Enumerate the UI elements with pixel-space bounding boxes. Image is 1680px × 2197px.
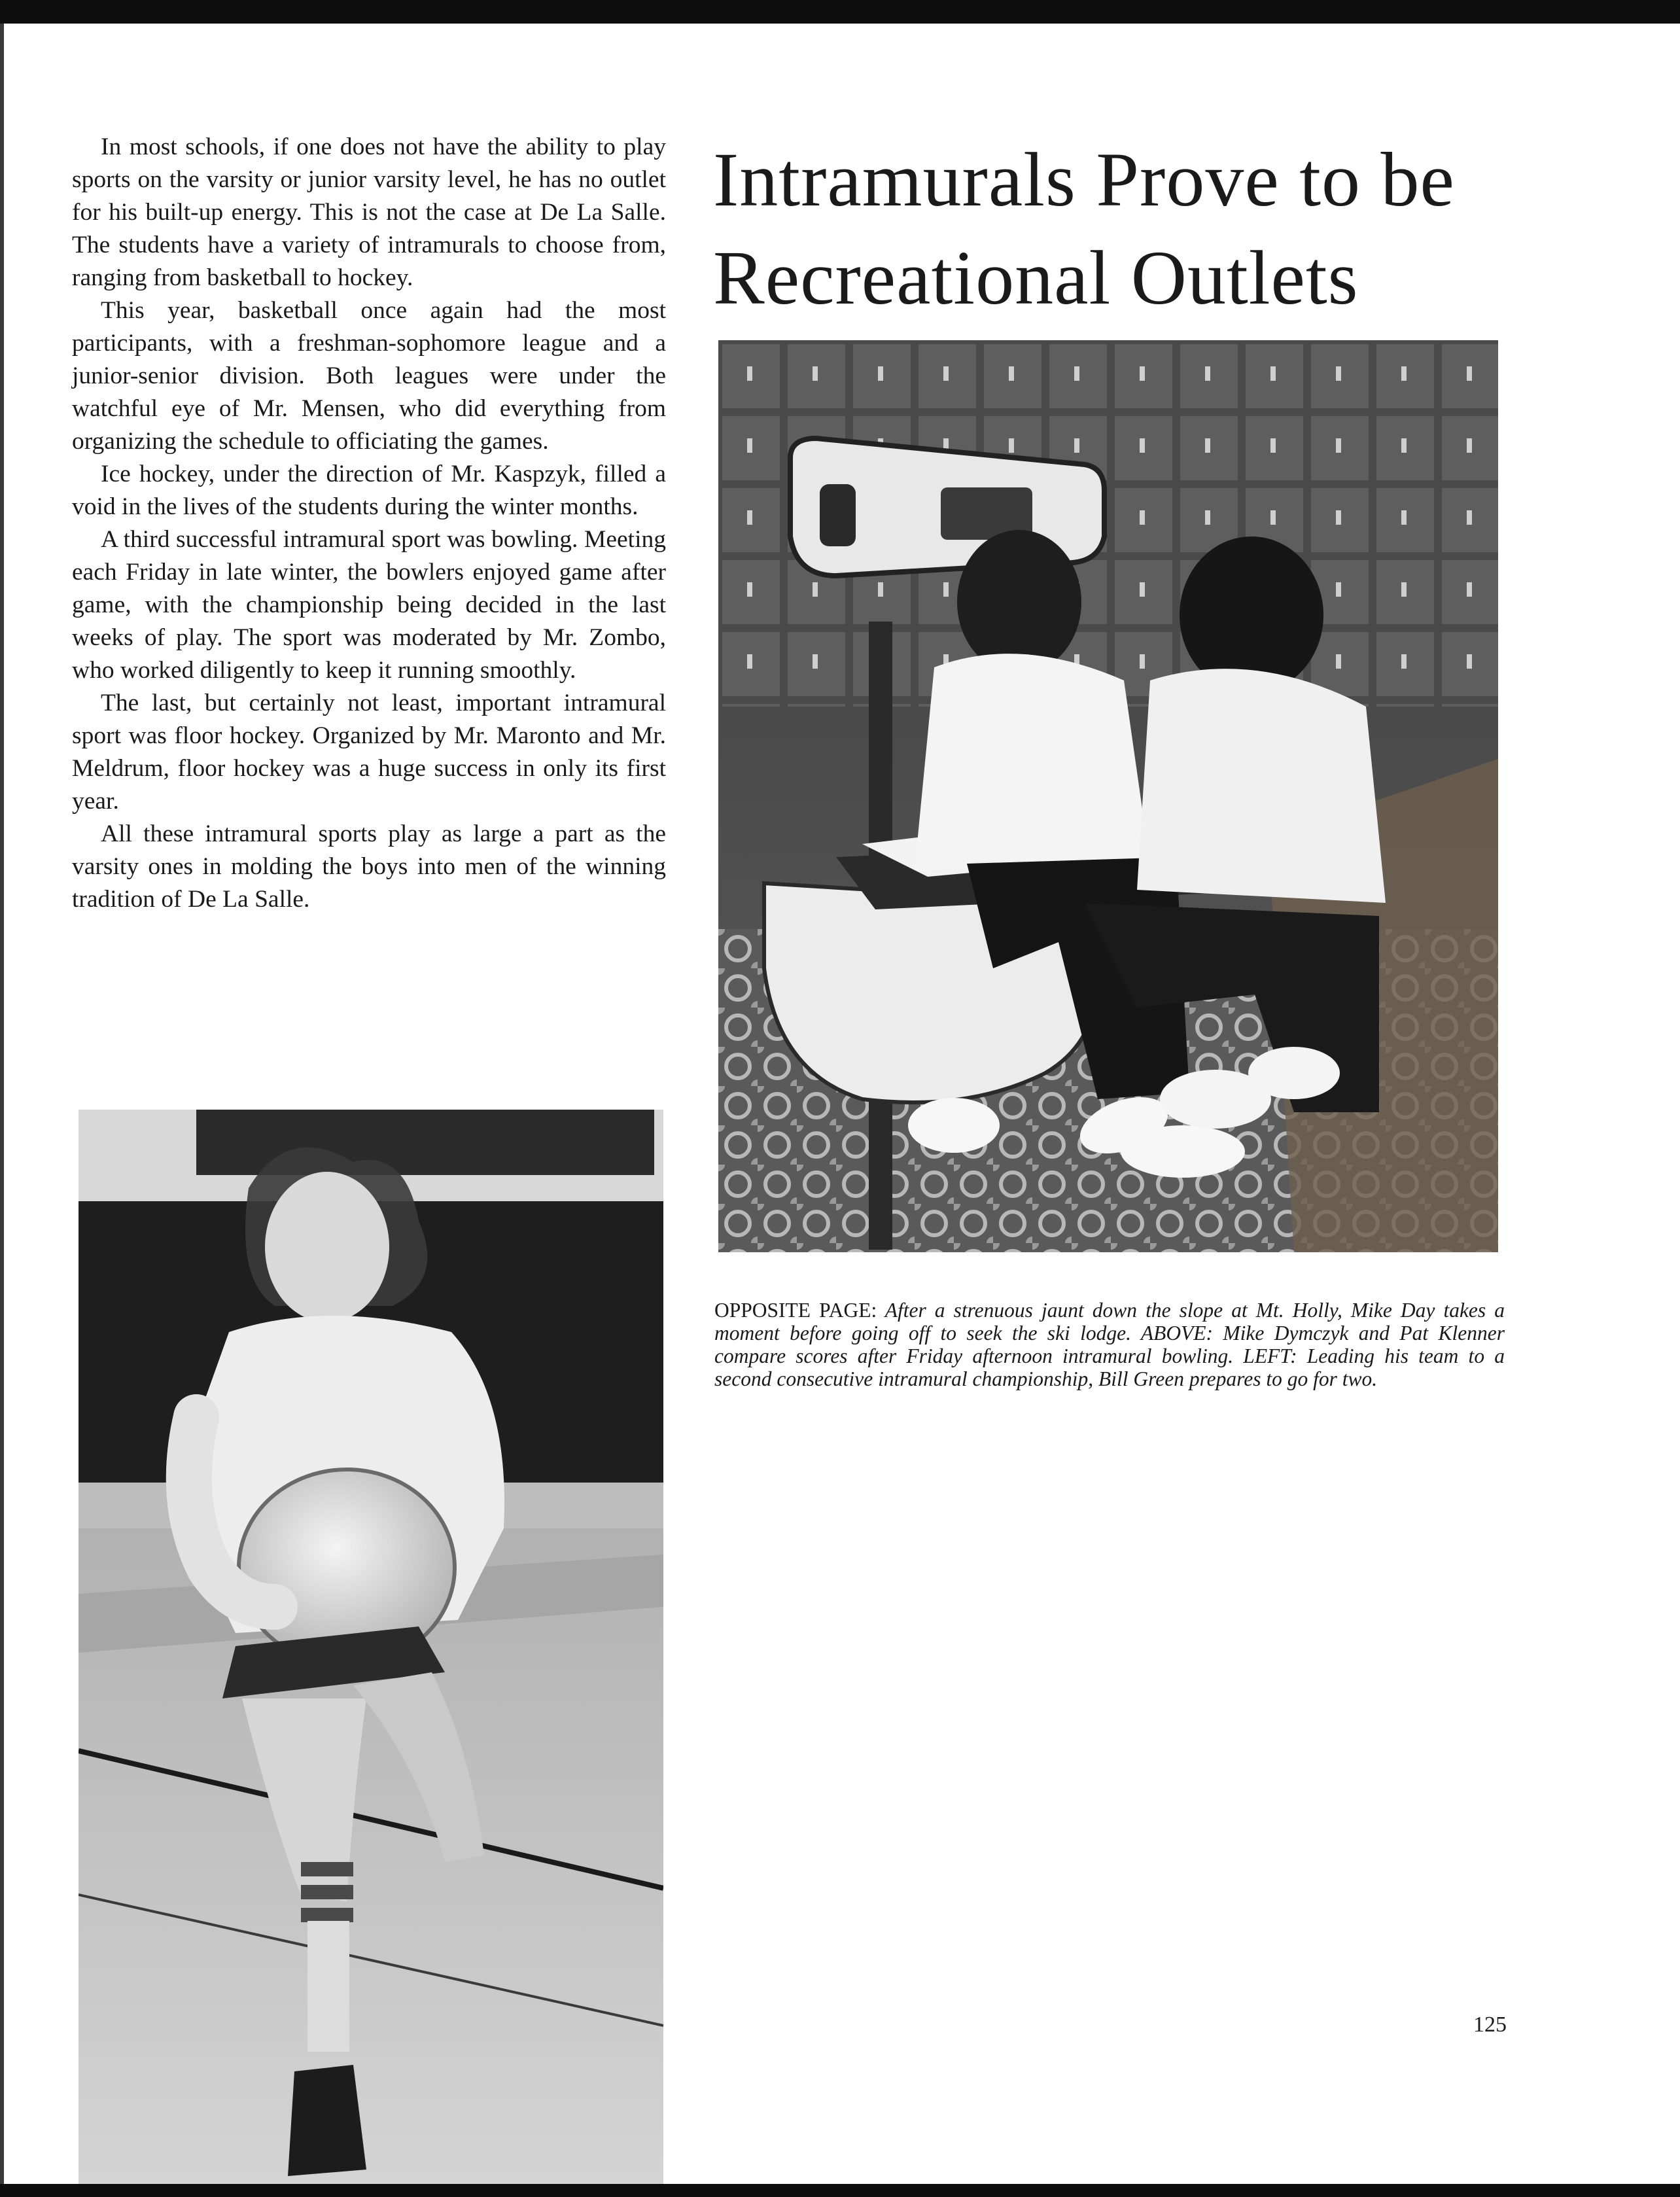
caption-lead: OPPOSITE PAGE: (714, 1299, 877, 1322)
scan-border-top (0, 0, 1680, 24)
page-headline: Intramurals Prove to be Recreational Outlets (713, 137, 1455, 321)
scan-border-bottom (0, 2184, 1680, 2197)
scan-border-left (0, 24, 4, 2184)
article-body (72, 131, 666, 916)
caption-text: After a strenuous jaunt down the slope at Mt. Holly, Mike Day takes a moment before going off to seek the ski lodge. ABOVE: Mike Dymczyk and Pat Klenner compare scores after Friday afternoon intramural bowling. LEFT: Leading his team to a second consecutive intramural championship, Bill Green prepares to go for two. (714, 1299, 1505, 1390)
bowling-photo (718, 340, 1498, 1252)
body-paragraph: A third successful intramural sport was bowling. Meeting each Friday in late winter, the bowlers enjoyed game after game, with the championship being decided in the last weeks of play. The sport was moderated by Mr. Zombo, who worked diligently to keep it running smoothly. (72, 526, 666, 684)
body-paragraph: In most schools, if one does not have the ability to play sports on the varsity or junior varsity level, he has no outlet for his built-up energy. This is not the case at De La Salle. The students have a variety of intramurals to choose from, ranging from basketball to hockey. (72, 133, 666, 291)
photo-caption (714, 1299, 1505, 1390)
body-paragraph: All these intramural sports play as large a part as the varsity ones in molding the boys into men of the winning tradition of De La Salle. (72, 820, 666, 913)
bowling-photo-image (718, 340, 1498, 1252)
basketball-photo-image (79, 1110, 663, 2184)
basketball-photo (79, 1110, 663, 2184)
body-paragraph: Ice hockey, under the direction of Mr. Kaspzyk, filled a void in the lives of the students during the winter months. (72, 461, 666, 520)
page-number: 125 (1473, 2012, 1507, 2037)
body-paragraph: The last, but certainly not least, important intramural sport was floor hockey. Organized by Mr. Maronto and Mr. Meldrum, floor hockey was a huge success in only its first year. (72, 690, 666, 815)
body-paragraph: This year, basketball once again had the most participants, with a freshman-sophomore league and a junior-senior division. Both leagues were under the watchful eye of Mr. Mensen, who did everything from organizing the schedule to officiating the games. (72, 297, 666, 455)
